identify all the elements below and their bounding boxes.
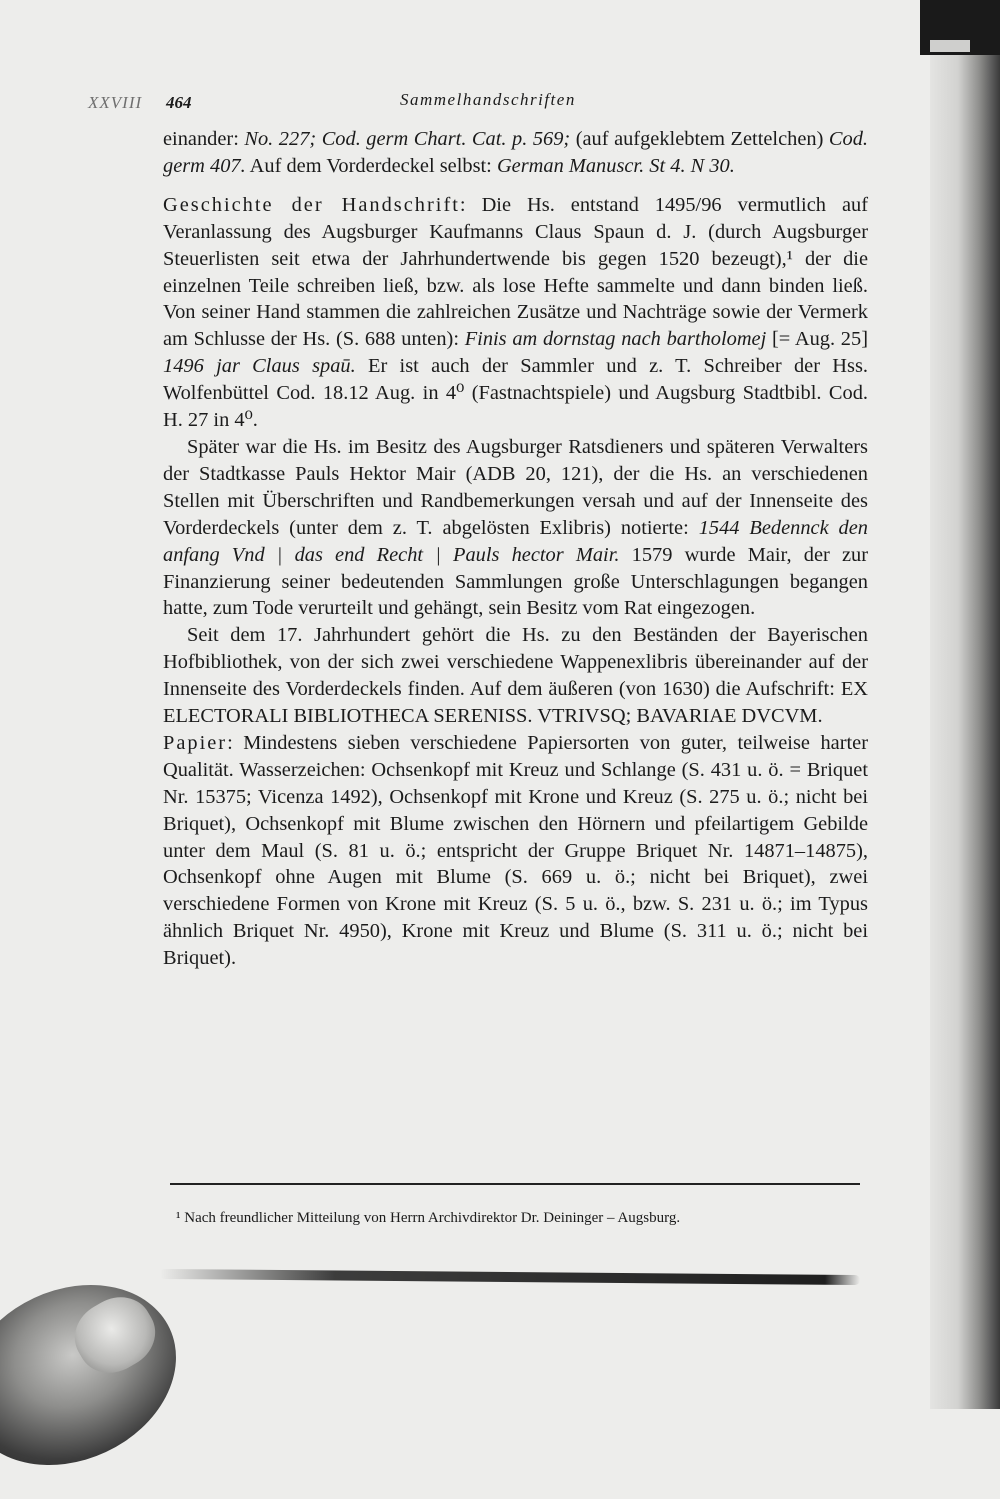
margin-scribble: XXVIII [88,93,143,112]
italic-run: 1544 Bedennck den anfang Vnd | das end Recht | Pauls hector Mair. [163,516,868,566]
text-run: einander: [163,128,245,150]
footnote-divider [170,1183,860,1185]
paragraph [163,434,868,622]
text-run: (auf aufgeklebtem Zettelchen) [570,128,829,150]
footnote: ¹ Nach freundlicher Mitteilung von Herrn Archivdirektor Dr. Deininger – Augsburg. [176,1210,681,1226]
paragraph [163,730,868,972]
text-run: [= Aug. 25] [766,328,868,351]
text-run: Er ist auch der Sammler und z. T. Schreiber der Hss. Wolfenbüttel Cod. 18.12 Aug. in 4⁰ (Fastnachtspiele) und Augsburg Stadtbibl. Cod. H. 27 in 4⁰. [163,355,868,432]
paragraph-gap [163,180,868,192]
paragraph [163,126,868,180]
italic-run: Finis am dornstag nach bartholomej [464,328,767,351]
paragraph [163,192,868,434]
italic-run: No. 227; Cod. germ Chart. Cat. p. 569; [244,128,571,150]
paragraph [163,622,868,730]
italic-run: German Manuscr. St 4. N 30. [496,154,735,177]
italic-run: Cod. germ 407. [163,128,868,177]
text-run: Später war die Hs. im Besitz des Augsburger Ratsdieners und späteren Verwalters der Stadtkasse Pauls Hektor Mair (ADB 20, 121), der die Hs. an verschiedenen Stellen mit Überschriften und Randbemerkungen versah und auf der Innenseite des Vorderdeckels (unter dem z. T. abgelösten Exlibris) notierte: [163,435,868,539]
ink-smudge [160,1269,860,1285]
text-run: : Die Hs. entstand 1495/96 vermutlich auf Veranlassung des Augsburger Kaufmanns Claus Spaun d. J. (durch Augsburger Steuerlisten seit etwa der Jahrhundertwende bis gegen 1520 bezeugt),¹ der die einzelnen Teile schreiben ließ, bzw. als lose Hefte sammelte und dann binden ließ. Von seiner Hand stammen die zahlreichen Zusätze und Nachträge sowie der Vermerk am Schlusse der Hs. (S. 688 unten): [163,193,868,351]
body-text [163,126,868,972]
page-number: 464 [166,93,192,112]
running-head: Sammelhandschriften [400,90,576,109]
section-label: Geschichte der Handschrift [163,193,460,216]
text-run: : Mindestens sieben verschiedene Papiersorten von guter, teilweise harter Qualität. Wasserzeichen: Ochsenkopf mit Kreuz und Schlange (S. 431 u. ö. = Briquet Nr. 15375; Vicenza 1492), Ochsenkopf mit Krone und Kreuz (S. 275 u. ö.; nicht bei Briquet), Ochsenkopf mit Blume zwischen den Hörnern und pfeilartigem Gebilde unter dem Maul (S. 81 u. ö.; entspricht der Gruppe Briquet Nr. 14871–14875), Ochsenkopf ohne Augen mit Blume (S. 669 u. ö.; nicht bei Briquet), zwei verschiedene Formen von Krone mit Kreuz (S. 5 u. ö., bzw. S. 231 u. ö.; im Typus ähnlich Briquet Nr. 4950), Krone mit Kreuz und Blume (S. 311 u. ö.; nicht bei Briquet). [163,731,868,970]
section-label: Papier [163,731,228,754]
italic-run: 1496 jar Claus spaū. [163,355,356,378]
page-corner-highlight [930,40,970,52]
text-run: Auf dem Vorderdeckel selbst: [245,154,497,177]
thumb-in-photo [0,1251,206,1498]
text-run: 1579 wurde Mair, der zur Finanzierung seiner bedeutenden Sammlungen große Unterschlagungen begangen hatte, zum Tode verurteilt und gehängt, sein Besitz vom Rat eingezogen. [163,543,869,620]
text-run: Seit dem 17. Jahrhundert gehört die Hs. zu den Beständen der Bayerischen Hofbibliothek, von der sich zwei verschiedene Wappenexlibris übereinander auf der Innenseite des Vorderdeckels finden. Auf dem äußeren (von 1630) die Aufschrift: EX ELECTORALI BIBLIOTHECA SERENISS. VTRIVSQ; BAVARIAE DVCVM. [163,624,868,728]
page-edge-shadow [930,0,1000,1409]
